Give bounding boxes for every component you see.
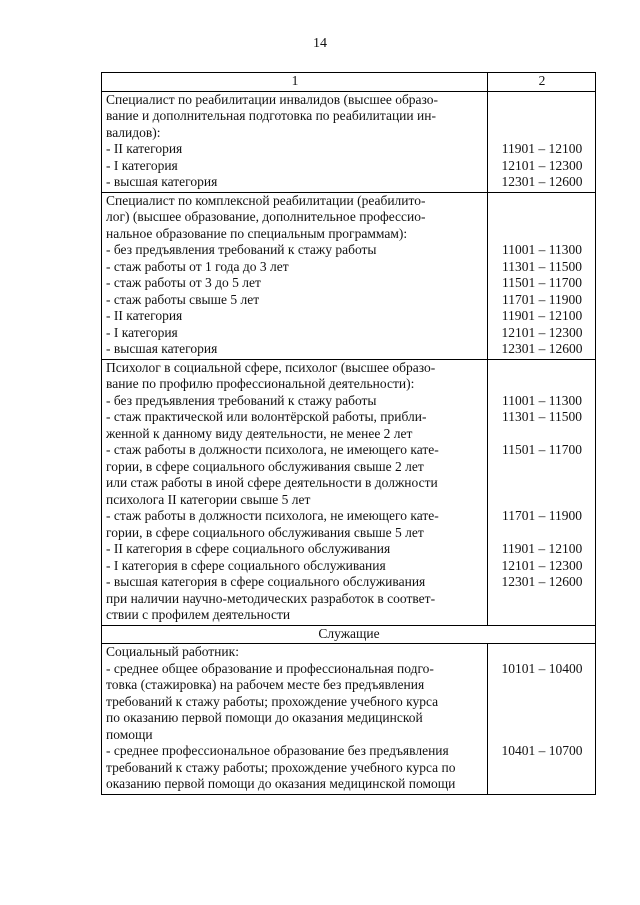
blank-line [492, 360, 592, 377]
salary-range: 10101 – 10400 [501, 660, 583, 676]
blank-line [492, 591, 592, 608]
blank-line [492, 492, 592, 509]
list-item-line: - I категория в сфере социального обслуживания [106, 557, 386, 573]
salary-range: 12301 – 12600 [501, 574, 583, 589]
blank-line [492, 226, 592, 243]
table-row [102, 192, 596, 359]
list-item-line: товка (стажировка) на рабочем месте без предъявления [106, 677, 425, 692]
salary-range: 12301 – 12600 [501, 341, 583, 356]
list-item-line: - среднее профессиональное образование без предъявления [106, 743, 449, 758]
salary-range: 11301 – 11500 [502, 258, 582, 274]
group-title-line: Специалист по реабилитации инвалидов (высшее образо- [106, 91, 439, 107]
page-number: 14 [313, 36, 327, 51]
blank-line [492, 607, 592, 624]
salary-table [101, 72, 596, 795]
salary-range: 11001 – 11300 [502, 242, 582, 257]
salary-ranges [488, 192, 596, 359]
group-title-line: вание и дополнительная подготовка по реабилитации ин- [106, 108, 436, 123]
list-item-line: - среднее общее образование и профессиональная подго- [106, 660, 434, 676]
blank-line [492, 426, 592, 443]
blank-line [492, 193, 592, 210]
list-item-line: - высшая категория в сфере социального обслуживания [106, 574, 426, 589]
list-item-line: гории, в сфере социального обслуживания свыше 5 лет [106, 524, 424, 540]
salary-range: 11001 – 11300 [502, 392, 582, 408]
salary-range: 11501 – 11700 [502, 442, 582, 457]
blank-line [492, 677, 592, 694]
table-row [102, 644, 596, 795]
position-description [102, 644, 488, 795]
salary-range: 11901 – 12100 [501, 308, 583, 323]
position-description [102, 359, 488, 625]
blank-line [492, 644, 592, 661]
header-row [102, 73, 596, 92]
list-item-line: - стаж работы от 3 до 5 лет [106, 275, 261, 290]
group-title-line: валидов): [106, 124, 161, 140]
salary-range: 11901 – 12100 [501, 141, 583, 156]
salary-range: 11901 – 12100 [501, 541, 583, 556]
list-item-line: помощи [106, 726, 153, 742]
salary-range: 11701 – 11900 [502, 508, 582, 523]
salary-range: 12101 – 12300 [501, 557, 583, 573]
list-item-line: или стаж работы в иной сфере деятельности в должности [106, 475, 438, 490]
group-title-line: лог) (высшее образование, дополнительное профессио- [106, 209, 426, 224]
blank-line [492, 459, 592, 476]
salary-range: 11501 – 11700 [502, 275, 582, 290]
blank-line [492, 125, 592, 142]
list-item-line: оказанию первой помощи до оказания медицинской помощи [106, 776, 456, 791]
blank-line [492, 475, 592, 492]
salary-ranges [488, 91, 596, 192]
list-item-line: - без предъявления требований к стажу работы [106, 242, 377, 257]
list-item-line: - II категория [106, 141, 183, 156]
list-item-line: - стаж работы в должности психолога, не имеющего кате- [106, 508, 439, 523]
salary-ranges [488, 359, 596, 625]
position-description [102, 192, 488, 359]
blank-line [492, 92, 592, 109]
group-title-line: вание по профилю профессиональной деятельности): [106, 376, 415, 391]
blank-line [492, 525, 592, 542]
blank-line [492, 209, 592, 226]
column-header-1: 1 [102, 73, 488, 92]
list-item-line: при наличии научно-методических разработок в соответ- [106, 590, 436, 606]
group-title-line: Специалист по комплексной реабилитации (реабилито- [106, 192, 426, 208]
list-item-line: - высшая категория [106, 174, 218, 189]
salary-range: 11301 – 11500 [502, 409, 582, 424]
section-title: Служащие [102, 625, 596, 644]
salary-ranges [488, 644, 596, 795]
table-row [102, 91, 596, 192]
list-item-line: требований к стажу работы; прохождение учебного курса [106, 693, 439, 709]
position-description [102, 91, 488, 192]
blank-line [492, 108, 592, 125]
group-title-line: Социальный работник: [106, 644, 239, 659]
blank-line [492, 376, 592, 393]
list-item-line: - I категория [106, 324, 178, 340]
list-item-line: психолога II категории свыше 5 лет [106, 491, 311, 507]
list-item-line: требований к стажу работы; прохождение учебного курса по [106, 759, 456, 775]
list-item-line: - стаж практической или волонтёрской работы, прибли- [106, 409, 427, 424]
group-title-line: Психолог в социальной сфере, психолог (высшее образо- [106, 359, 436, 375]
salary-range: 10401 – 10700 [501, 743, 583, 758]
list-item-line: - II категория [106, 308, 183, 323]
salary-range: 11701 – 11900 [502, 291, 582, 307]
list-item-line: - без предъявления требований к стажу работы [106, 392, 377, 408]
column-header-2: 2 [488, 73, 596, 92]
list-item-line: гории, в сфере социального обслуживания свыше 2 лет [106, 458, 424, 474]
list-item-line: - высшая категория [106, 341, 218, 356]
list-item-line: ствии с профилем деятельности [106, 607, 291, 622]
blank-line [492, 710, 592, 727]
blank-line [492, 776, 592, 793]
blank-line [492, 760, 592, 777]
list-item-line: - стаж работы от 1 года до 3 лет [106, 258, 289, 274]
list-item-line: женной к данному виду деятельности, не менее 2 лет [106, 425, 413, 441]
blank-line [492, 694, 592, 711]
group-title-line: нальное образование по специальным программам): [106, 225, 408, 241]
list-item-line: - II категория в сфере социального обслуживания [106, 541, 391, 556]
list-item-line: - I категория [106, 157, 178, 173]
salary-range: 12101 – 12300 [501, 157, 583, 173]
blank-line [492, 727, 592, 744]
list-item-line: по оказанию первой помощи до оказания медицинской [106, 710, 423, 725]
salary-range: 12301 – 12600 [501, 174, 583, 189]
table-row [102, 359, 596, 625]
list-item-line: - стаж работы свыше 5 лет [106, 291, 260, 307]
salary-range: 12101 – 12300 [501, 324, 583, 340]
section-row [102, 625, 596, 644]
list-item-line: - стаж работы в должности психолога, не имеющего кате- [106, 442, 439, 457]
